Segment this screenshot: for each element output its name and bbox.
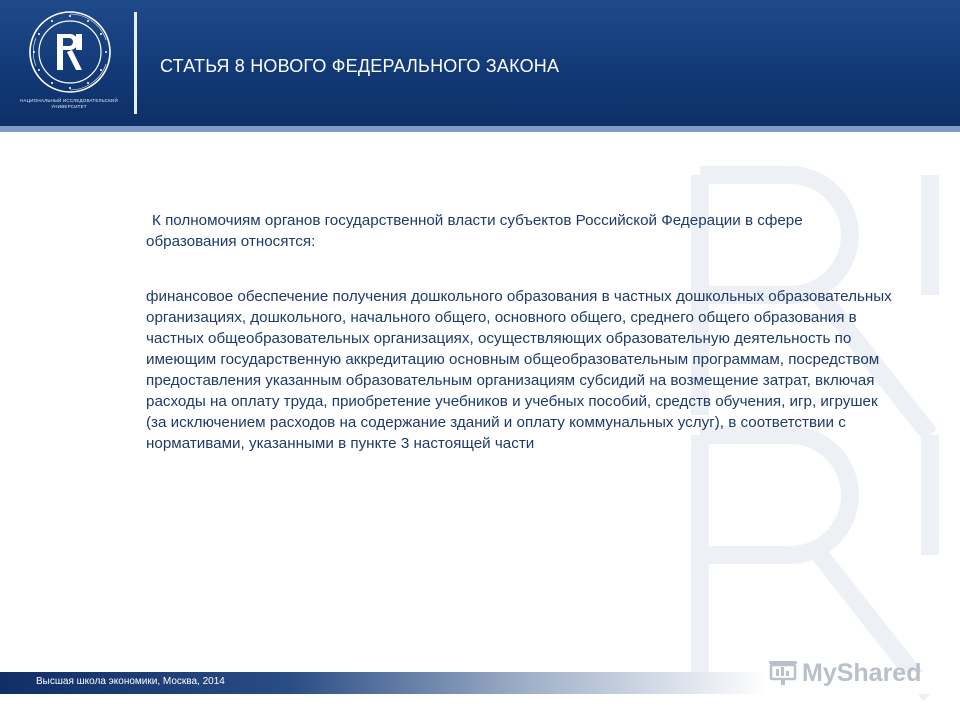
myshared-logo-text: MyShared: [802, 658, 922, 687]
logo-caption-line1: НАЦИОНАЛЬНЫЙ ИССЛЕДОВАТЕЛЬСКИЙ: [20, 98, 118, 103]
logo-caption-line2: УНИВЕРСИТЕТ: [51, 104, 87, 109]
logo-caption: [16, 98, 122, 110]
body-paragraph: финансовое обеспечение получения дошкольного образования в частных дошкольных образовательных организациях, дошкольного, начального общего, основного общего, среднего общего образования в частных общеобразовательных организациях, осуществляющих образовательную деятельность по имеющим государственную аккредитацию основным общеобразовательным программам, посредством предоставления указанным образовательным организациям субсидий на возмещение затрат, включая расходы на оплату труда, приобретение учебников и учебных пособий, средств обучения, игр, игрушек (за исключением расходов на содержание зданий и оплату коммунальных услуг), в соответствии с нормативами, указанными в пункте 3 настоящей части: [146, 288, 892, 452]
university-logo: [16, 10, 122, 122]
header-stripe: [0, 126, 960, 132]
header-divider: [134, 12, 137, 114]
page-title: СТАТЬЯ 8 НОВОГО ФЕДЕРАЛЬНОГО ЗАКОНА: [160, 56, 560, 76]
university-seal-icon: [28, 10, 112, 94]
intro-paragraph: К полномочиям органов государственной власти субъектов Российской Федерации в сфере образования относятся:: [146, 212, 803, 250]
footer-text: Высшая школа экономики, Москва, 2014: [36, 676, 225, 687]
slide-content: [146, 210, 894, 454]
presentation-icon: [768, 660, 798, 686]
myshared-logo: [768, 660, 921, 686]
